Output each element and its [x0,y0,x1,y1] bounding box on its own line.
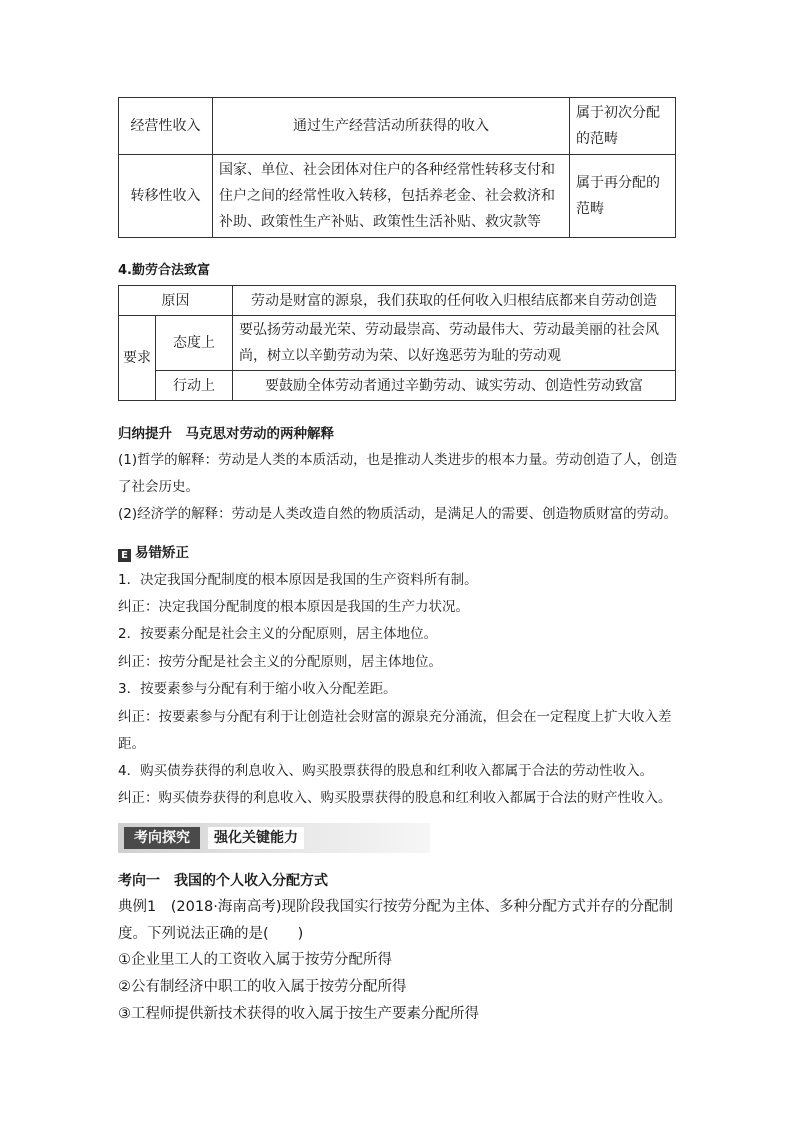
correction-item: 4．购买债券获得的利息收入、购买股票获得的股息和红利收入都属于合法的劳动性收入。 [118,763,654,779]
section-banner [118,823,430,853]
correction-fix: 纠正：决定我国分配制度的根本原因是我国的生产力状况。 [118,599,469,615]
income-type-cell: 经营性收入 [119,98,213,155]
correction-title: 易错矫正 [135,545,189,561]
distribution-category-cell: 属于再分配的范畴 [569,155,675,238]
requirement-label: 要求 [119,316,156,401]
income-desc-cell: 国家、单位、社会团体对住户的各种经常性转移支付和住户之间的经常性收入转移，包括养老金、社会救济和补助、政策性生产补贴、政策性生活补贴、救灾款等 [213,155,570,238]
distribution-category-cell: 属于初次分配的范畴 [569,98,675,155]
correction-item: 3．按要素参与分配有利于缩小收入分配差距。 [118,681,397,697]
summary-title: 归纳提升 马克思对劳动的两种解释 [118,426,334,442]
example-option: ②公有制经济中职工的收入属于按劳分配所得 [118,979,407,995]
correction-heading [118,541,189,562]
income-type-cell: 转移性收入 [119,155,213,238]
table-row [119,371,676,401]
section-heading: 4.勤劳合法致富 [118,263,210,278]
table-row [119,155,676,238]
correction-icon: E [118,549,131,562]
correction-fix: 纠正：按劳分配是社会主义的分配原则，居主体地位。 [118,654,442,670]
correction-fix: 纠正：购买债券获得的利息收入、购买股票获得的股息和红利收入都属于合法的财产性收入。 [118,790,672,806]
attitude-text: 要弘扬劳动最光荣、劳动最崇高、劳动最伟大、劳动最美丽的社会风尚，树立以辛勤劳动为荣、以好逸恶劳为耻的劳动观 [233,316,676,371]
table-row [119,286,676,316]
table-row [119,316,676,371]
exam-direction: 考向一 我国的个人收入分配方式 [118,873,328,889]
action-label: 行动上 [156,371,233,401]
example-option: ③工程师提供新技术获得的收入属于按生产要素分配所得 [118,1006,479,1022]
table-row [119,98,676,155]
correction-fix: 纠正：按要素参与分配有利于让创造社会财富的源泉充分涌流，但会在一定程度上扩大收入差距。 [118,709,672,752]
example-lead: 典例1 (2018·海南高考)现阶段我国实行按劳分配为主体、多种分配方式并存的分配制度。下列说法正确的是( ) [118,899,674,942]
example-option: ①企业里工人的工资收入属于按劳分配所得 [118,952,392,968]
income-type-table [118,97,676,238]
summary-paragraph-1: (1)哲学的解释：劳动是人类的本质活动，也是推动人类进步的根本力量。劳动创造了人，创造了社会历史。 [118,452,678,495]
labor-wealth-table [118,285,676,401]
reason-text: 劳动是财富的源泉，我们获取的任何收入归根结底都来自劳动创造 [233,286,676,316]
attitude-label: 态度上 [156,316,233,371]
correction-item: 1．决定我国分配制度的根本原因是我国的生产资料所有制。 [118,572,478,588]
banner-subtitle: 强化关键能力 [208,827,304,849]
banner-title: 考向探究 [124,827,200,849]
income-desc-cell: 通过生产经营活动所获得的收入 [213,98,570,155]
action-text: 要鼓励全体劳动者通过辛勤劳动、诚实劳动、创造性劳动致富 [233,371,676,401]
correction-item: 2．按要素分配是社会主义的分配原则，居主体地位。 [118,626,438,642]
reason-label: 原因 [119,286,233,316]
summary-paragraph-2: (2)经济学的解释：劳动是人类改造自然的物质活动，是满足人的需要、创造物质财富的劳动。 [118,506,678,522]
